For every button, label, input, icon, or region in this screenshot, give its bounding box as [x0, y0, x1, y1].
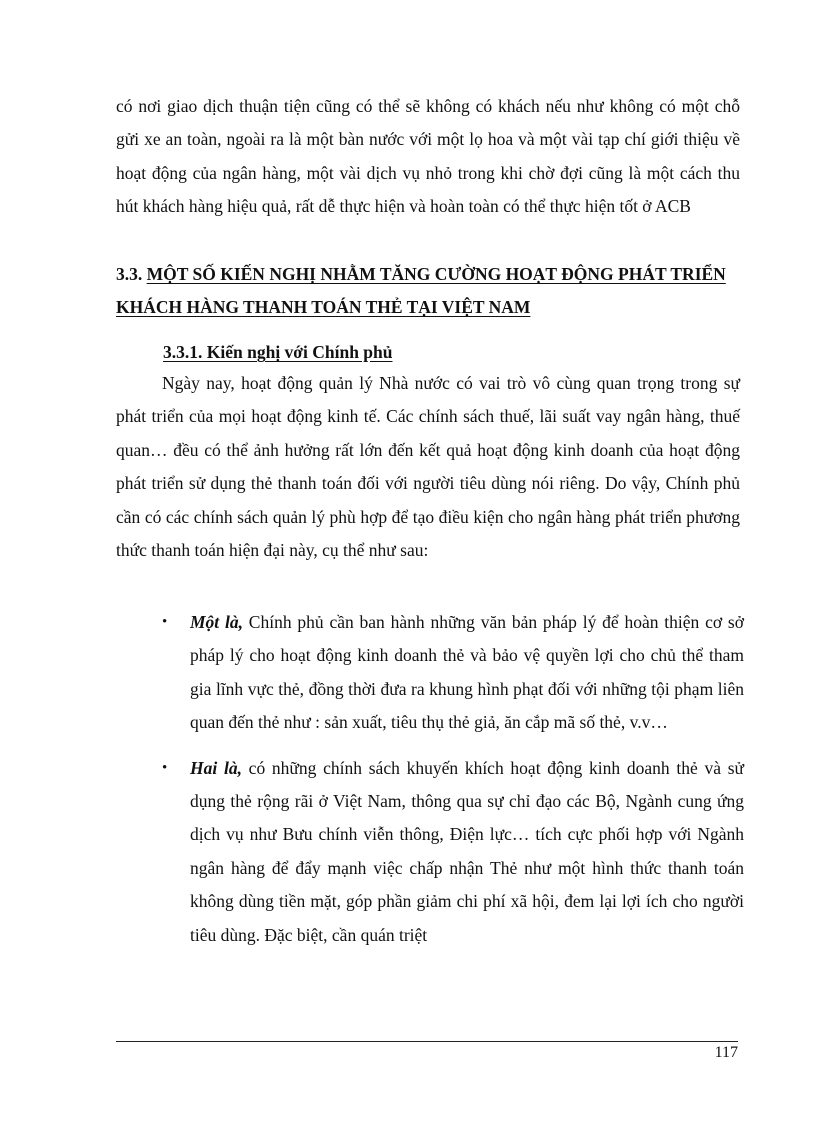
- subsection-title: 3.3.1. Kiến nghị với Chính phủ: [163, 342, 393, 362]
- footer-divider: [116, 1041, 738, 1042]
- bullet-icon: •: [162, 759, 168, 776]
- subsection-heading: [163, 338, 393, 366]
- section-number: 3.3.: [116, 264, 143, 284]
- list-item: [162, 752, 744, 952]
- bullet-icon: •: [162, 614, 168, 630]
- body-paragraph: Ngày nay, hoạt động quản lý Nhà nước có vai trò vô cùng quan trọng trong sự phát triển của mọi hoạt động kinh tế. Các chính sách thuế, lãi suất vay ngân hàng, thuế quan… đều có thể ảnh hưởng rất lớn đến kết quả hoạt động kinh doanh của hoạt động phát triển sử dụng thẻ thanh toán đối với người tiêu dùng nói riêng. Do vậy, Chính phủ cần có các chính sách quản lý phù hợp để tạo điều kiện cho ngân hàng phát triển phương thức thanh toán hiện đại này, cụ thể như sau:: [116, 373, 740, 561]
- list-item: [162, 606, 744, 740]
- page-number: 117: [714, 1044, 738, 1061]
- intro-paragraph: có nơi giao dịch thuận tiện cũng có thể sẽ không có khách nếu như không có một chỗ gửi xe an toàn, ngoài ra là một bàn nước với một lọ hoa và một vài tạp chí giới thiệu về hoạt động của ngân hàng, một vài dịch vụ nhỏ trong khi chờ đợi cũng là một cách thu hút khách hàng hiệu quả, rất dễ thực hiện và hoàn toàn có thể thực hiện tốt ở ACB: [116, 96, 740, 217]
- section-title: MỘT SỐ KIẾN NGHỊ NHẰM TĂNG CƯỜNG HOẠT ĐỘNG PHÁT TRIỂN KHÁCH HÀNG THANH TOÁN THẺ TẠI VIỆT NAM: [116, 264, 726, 317]
- bullet-text: có những chính sách khuyến khích hoạt động kinh doanh thẻ và sử dụng thẻ rộng rãi ở Việt Nam, thông qua sự chỉ đạo các Bộ, Ngành cung ứng dịch vụ như Bưu chính viễn thông, Điện lực… tích cực phối hợp với Ngành ngân hàng để đẩy mạnh việc chấp nhận Thẻ như một hình thức thanh toán không dùng tiền mặt, góp phần giảm chi phí xã hội, đem lại lợi ích cho người tiêu dùng. Đặc biệt, cần quán triệt: [190, 757, 745, 945]
- section-heading: [116, 258, 746, 324]
- bullet-list: [162, 606, 744, 964]
- bullet-lead: Một là,: [190, 612, 243, 632]
- bullet-lead: Hai là,: [190, 757, 242, 778]
- bullet-text: Chính phủ cần ban hành những văn bản pháp lý để hoàn thiện cơ sở pháp lý cho hoạt động kinh doanh thẻ và bảo vệ quyền lợi cho chủ thể tham gia lĩnh vực thẻ, đồng thời đưa ra khung hình phạt đối với những tội phạm liên quan đến thẻ như : sản xuất, tiêu thụ thẻ giả, ăn cắp mã số thẻ, v.v…: [190, 612, 744, 733]
